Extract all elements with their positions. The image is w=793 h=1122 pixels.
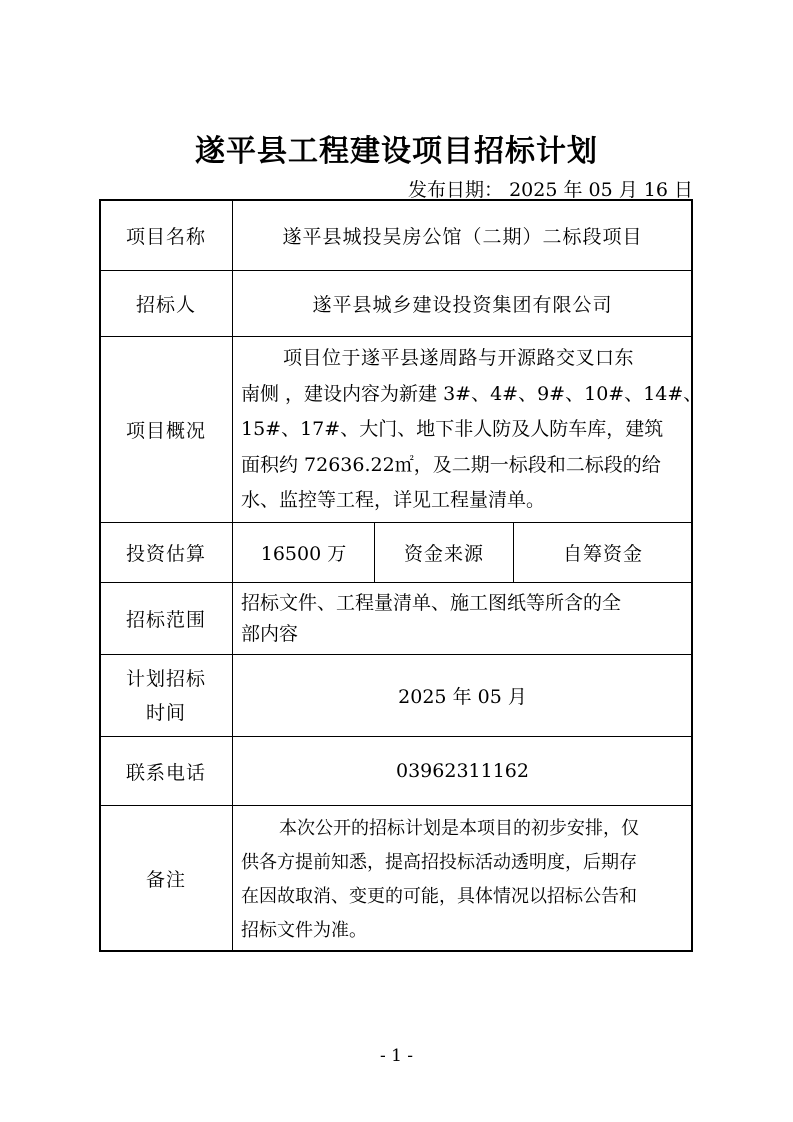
fund-source-label: 资金来源	[403, 543, 484, 565]
investment-label: 投资估算	[125, 543, 206, 565]
investment-value: 16500 万	[260, 543, 347, 565]
overview-line: 水、监控等工程，详见工程量清单。	[241, 489, 546, 511]
remarks-text	[241, 812, 689, 948]
tenderer-value: 遂平县城乡建设投资集团有限公司	[312, 294, 613, 316]
overview-line: 南侧 ，建设内容为新建 3#、4#、9#、10#、14#、	[241, 382, 703, 405]
plan-time-value: 2025 年 05 月	[398, 686, 527, 708]
remarks-line: 供各方提前知悉，提高招投标活动透明度，后期存	[241, 852, 637, 873]
remarks-line: 本次公开的招标计划是本项目的初步安排，仅	[279, 818, 639, 839]
fund-source-value: 自筹资金	[562, 543, 643, 565]
document-title: 遂平县工程建设项目招标计划	[195, 134, 598, 169]
tenderer-label: 招标人	[135, 294, 196, 316]
plan-time-label-line: 时间	[145, 701, 186, 724]
plan-time-label	[100, 655, 232, 736]
overview-line: 15#、17#、大门、地下非人防及人防车库，建筑	[241, 418, 664, 440]
scope-text	[241, 588, 689, 650]
overview-label: 项目概况	[125, 420, 206, 442]
remarks-label: 备注	[145, 869, 186, 891]
scope-line: 招标文件、工程量清单、施工图纸等所含的全	[241, 592, 622, 614]
page-number: - 1 -	[379, 1046, 414, 1066]
project-name-value: 遂平县城投吴房公馆（二期）二标段项目	[282, 225, 643, 248]
remarks-line: 在因故取消、变更的可能，具体情况以招标公告和	[241, 886, 637, 907]
overview-line: 项目位于遂平县遂周路与开源路交叉口东	[283, 347, 635, 369]
phone-value: 03962311162	[396, 760, 529, 782]
phone-label: 联系电话	[125, 761, 206, 784]
publish-date: 发布日期： 2025 年 05 月 16 日	[408, 179, 693, 201]
plan-time-label-line: 计划招标	[125, 667, 206, 690]
remarks-line: 招标文件为准。	[241, 920, 367, 941]
overview-text	[241, 341, 703, 519]
project-name-label: 项目名称	[125, 225, 206, 248]
scope-line: 部内容	[241, 623, 299, 645]
overview-line: 面积约 72636.22㎡，及二期一标段和二标段的给	[241, 453, 661, 476]
scope-label: 招标范围	[125, 609, 206, 631]
